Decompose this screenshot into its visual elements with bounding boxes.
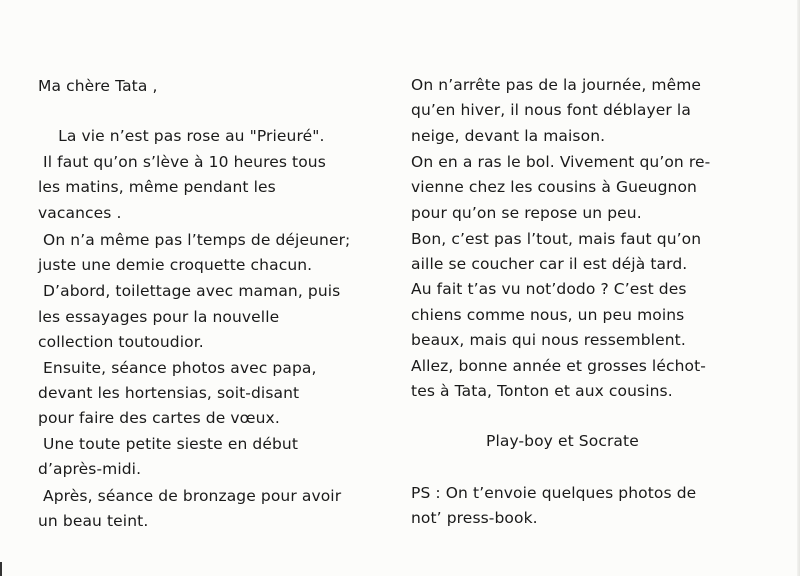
left-line: les essayages pour la nouvelle	[38, 308, 280, 326]
right-line: On n’arrête pas de la journée, même	[406, 76, 702, 94]
right-line: Bon, c’est pas l’tout, mais faut qu’on	[406, 230, 702, 248]
left-line: D’abord, toilettage avec maman, puis	[38, 282, 341, 300]
right-line: chiens comme nous, un peu moins	[406, 306, 685, 324]
right-line: aille se coucher car il est déjà tard.	[406, 255, 688, 273]
left-line: Il faut qu’on s’lève à 10 heures tous	[38, 153, 326, 171]
left-line: Après, séance de bronzage pour avoir	[38, 487, 342, 505]
left-line: On n’a même pas l’temps de déjeuner;	[38, 231, 351, 249]
right-line: vienne chez les cousins à Gueugnon	[406, 178, 697, 196]
postscript-line: PS : On t’envoie quelques photos de	[411, 484, 697, 502]
postscript-line: not’ press-book.	[411, 509, 538, 527]
right-line: On en a ras le bol. Vivement qu’on re-	[406, 153, 711, 171]
right-line: pour qu’on se repose un peu.	[406, 204, 642, 222]
left-line: La vie n’est pas rose au "Prieuré".	[38, 127, 325, 145]
left-line: juste une demie croquette chacun.	[38, 256, 313, 274]
left-line: Une toute petite sieste en début	[38, 435, 299, 453]
right-line: Au fait t’as vu not’dodo ? C’est des	[406, 280, 687, 298]
left-line: les matins, même pendant les	[38, 178, 276, 196]
left-line: vacances .	[38, 204, 122, 222]
signature: Play-boy et Socrate	[486, 432, 639, 450]
right-line: tes à Tata, Tonton et aux cousins.	[406, 382, 673, 400]
left-line: un beau teint.	[38, 512, 149, 530]
left-line: collection toutoudior.	[38, 333, 204, 351]
greeting: Ma chère Tata ,	[38, 77, 158, 95]
scan-edge-mark	[0, 562, 2, 576]
left-line: devant les hortensias, soit-disant	[38, 384, 300, 402]
right-line: qu’en hiver, il nous font déblayer la	[406, 101, 691, 119]
left-line: pour faire des cartes de vœux.	[38, 409, 280, 427]
right-line: neige, devant la maison.	[406, 127, 606, 145]
left-line: Ensuite, séance photos avec papa,	[38, 359, 317, 377]
right-line: beaux, mais qui nous ressemblent.	[406, 331, 686, 349]
left-line: d’après-midi.	[38, 460, 142, 478]
right-line: Allez, bonne année et grosses léchot-	[406, 357, 706, 375]
